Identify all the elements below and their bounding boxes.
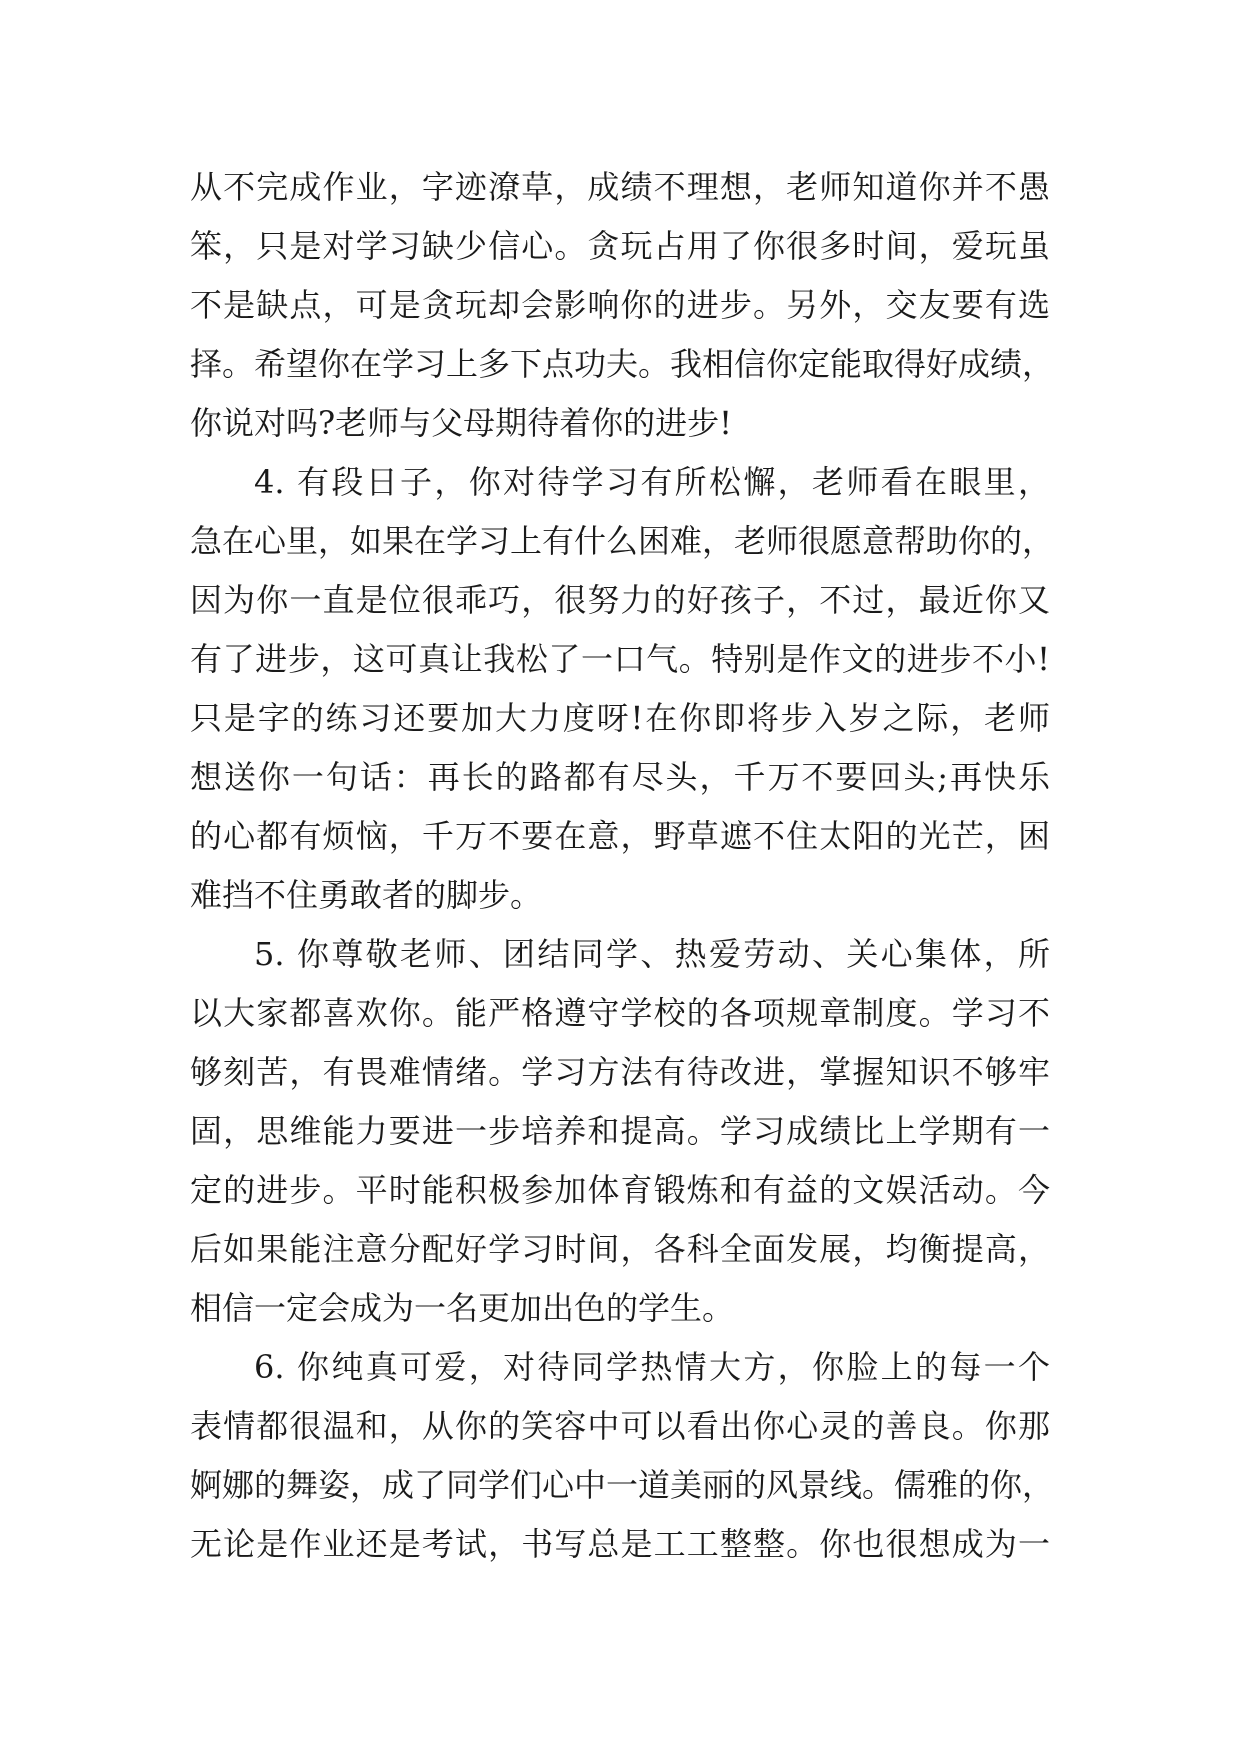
text-line: 后如果能注意分配好学习时间，各科全面发展，均衡提高， <box>190 1230 1050 1268</box>
text-line: 择。希望你在学习上多下点功夫。我相信你定能取得好成绩， <box>190 345 1055 383</box>
text-line: 你说对吗?老师与父母期待着你的进步! <box>190 404 733 442</box>
document-body <box>190 158 1055 1574</box>
paragraph-4-first-line: 4. 有段日子，你对待学习有所松懈，老师看在眼里， <box>254 463 1050 501</box>
text-line: 想送你一句话：再长的路都有尽头，千万不要回头;再快乐 <box>190 758 1050 796</box>
text-line: 因为你一直是位很乖巧，很努力的好孩子，不过，最近你又 <box>190 581 1050 619</box>
text-line: 定的进步。平时能积极参加体育锻炼和有益的文娱活动。今 <box>190 1171 1050 1209</box>
text-line: 难挡不住勇敢者的脚步。 <box>190 876 543 914</box>
text-line: 从不完成作业，字迹潦草，成绩不理想，老师知道你并不愚 <box>190 168 1050 206</box>
text-line: 婀娜的舞姿，成了同学们心中一道美丽的风景线。儒雅的你， <box>190 1466 1055 1504</box>
text-line: 相信一定会成为一名更加出色的学生。 <box>190 1289 735 1327</box>
text-line: 以大家都喜欢你。能严格遵守学校的各项规章制度。学习不 <box>190 994 1050 1032</box>
text-line: 笨，只是对学习缺少信心。贪玩占用了你很多时间，爱玩虽 <box>190 227 1050 265</box>
text-line: 的心都有烦恼，千万不要在意，野草遮不住太阳的光芒，困 <box>190 817 1050 855</box>
paragraph-5-first-line: 5. 你尊敬老师、团结同学、热爱劳动、关心集体，所 <box>254 935 1050 973</box>
text-line: 急在心里，如果在学习上有什么困难，老师很愿意帮助你的， <box>190 522 1055 560</box>
text-line: 只是字的练习还要加大力度呀!在你即将步入岁之际，老师 <box>190 699 1050 737</box>
text-line: 不是缺点，可是贪玩却会影响你的进步。另外，交友要有选 <box>190 286 1050 324</box>
paragraph-6-first-line: 6. 你纯真可爱，对待同学热情大方，你脸上的每一个 <box>254 1348 1050 1386</box>
text-line: 够刻苦，有畏难情绪。学习方法有待改进，掌握知识不够牢 <box>190 1053 1050 1091</box>
text-line: 固，思维能力要进一步培养和提高。学习成绩比上学期有一 <box>190 1112 1050 1150</box>
text-line: 无论是作业还是考试，书写总是工工整整。你也很想成为一 <box>190 1525 1050 1563</box>
text-line: 表情都很温和，从你的笑容中可以看出你心灵的善良。你那 <box>190 1407 1050 1445</box>
text-line: 有了进步，这可真让我松了一口气。特别是作文的进步不小! <box>190 640 1050 678</box>
